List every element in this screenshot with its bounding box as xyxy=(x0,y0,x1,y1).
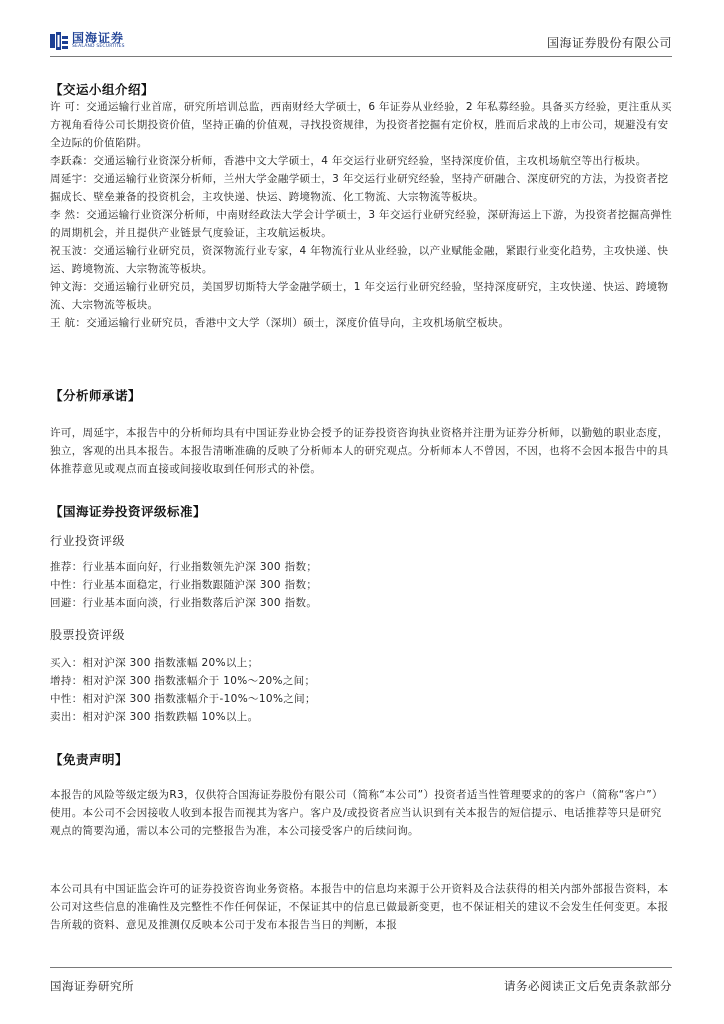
sealand-logo-icon xyxy=(50,32,68,50)
stock-rating-list xyxy=(50,654,316,726)
logo-subtext: SEALAND SECURITIES xyxy=(72,44,125,50)
disclaimer-text: 本公司具有中国证监会许可的证券投资咨询业务资格。本报告中的信息均来源于公开资料及合法获得的相关内部外部报告资料，本公司对这些信息的准确性及完整性不作任何保证，不保证其中的信息已做最新变更，也不保证相关的建议不会发生任何变更。本报告所载的资料、意见及推测仅反映本公司于发布本报告当日的判断，本报 xyxy=(50,883,669,931)
team-member-entry: 周延宇：交通运输行业资深分析师，兰州大学金融学硕士，3 年交运行业研究经验，坚持产研融合、深度研究的方法，为投资者挖掘成长、壁垒兼备的投资机会，主攻快递、快运、跨境物流、化工物流、大宗物流等板块。 xyxy=(50,173,669,203)
team-member-entry: 王 航：交通运输行业研究员，香港中文大学（深圳）硕士，深度价值导向，主攻机场航空板块。 xyxy=(50,317,510,329)
stock-rating-item: 卖出：相对沪深 300 指数跌幅 10%以上。 xyxy=(50,711,259,723)
header-company-name: 国海证券股份有限公司 xyxy=(546,36,672,50)
stock-rating-item: 增持：相对沪深 300 指数涨幅介于 10%～20%之间； xyxy=(50,675,316,687)
stock-rating-item: 中性：相对沪深 300 指数涨幅介于-10%～10%之间； xyxy=(50,693,316,705)
stock-rating-item: 买入：相对沪深 300 指数涨幅 20%以上； xyxy=(50,657,259,669)
team-member-entry: 祝玉波：交通运输行业研究员，资深物流行业专家，4 年物流行业从业经验，以产业赋能金融，紧跟行业变化趋势，主攻快递、快运、跨境物流、大宗物流等板块。 xyxy=(50,245,669,275)
industry-rating-item: 推荐：行业基本面向好，行业指数领先沪深 300 指数； xyxy=(50,561,318,573)
industry-rating-title: 行业投资评级 xyxy=(50,534,126,548)
page-header xyxy=(50,28,672,57)
commitment-text-block xyxy=(50,424,672,478)
footer-disclaimer-note: 请务必阅读正文后免责条款部分 xyxy=(504,979,672,993)
team-member-entry: 钟文海：交通运输行业研究员，美国罗切斯特大学金融学硕士，1 年交运行业研究经验，坚持深度研究，主攻快递、快运、跨境物流、大宗物流等板块。 xyxy=(50,281,669,311)
page-footer xyxy=(50,967,672,998)
company-logo xyxy=(50,30,125,52)
industry-rating-list xyxy=(50,558,317,612)
disclaimer-paragraph xyxy=(50,880,672,934)
commitment-section-title: 【分析师承诺】 xyxy=(50,388,142,403)
industry-rating-item: 中性：行业基本面稳定，行业指数跟随沪深 300 指数； xyxy=(50,579,318,591)
team-member-list xyxy=(50,98,672,332)
footer-institute: 国海证券研究所 xyxy=(50,979,134,993)
stock-rating-title: 股票投资评级 xyxy=(50,628,126,642)
team-member-entry: 李跃森：交通运输行业资深分析师，香港中文大学硕士，4 年交运行业研究经验，坚持深度价值，主攻机场航空等出行板块。 xyxy=(50,155,647,167)
disclaimer-text: 本报告的风险等级定级为R3，仅供符合国海证券股份有限公司（简称“本公司”）投资者适当性管理要求的的客户（简称“客户”）使用。本公司不会因接收人收到本报告而视其为客户。客户及/或投资者应当认识到有关本报告的短信提示、电话推荐等只是研究观点的简要沟通，需以本公司的完整报告为准，本公司接受客户的后续问询。 xyxy=(50,789,663,837)
team-member-entry: 李 然：交通运输行业资深分析师，中南财经政法大学会计学硕士，3 年交运行业研究经验，深研海运上下游，为投资者挖掘高弹性的周期机会，并且提供产业链景气度验证，主攻航运板块。 xyxy=(50,209,673,239)
team-section-title: 【交运小组介绍】 xyxy=(50,82,155,97)
rating-section-title: 【国海证券投资评级标准】 xyxy=(50,504,207,519)
industry-rating-item: 回避：行业基本面向淡，行业指数落后沪深 300 指数。 xyxy=(50,597,318,609)
commitment-text: 许可，周延宇，本报告中的分析师均具有中国证券业协会授予的证券投资咨询执业资格并注册为证券分析师，以勤勉的职业态度，独立，客观的出具本报告。本报告清晰准确的反映了分析师本人的研究观点。分析师本人不曾因，不因，也将不会因本报告中的具体推荐意见或观点而直接或间接收取到任何形式的补偿。 xyxy=(50,427,669,475)
logo-text: 国海证券 xyxy=(72,31,125,46)
disclaimer-section-title: 【免责声明】 xyxy=(50,752,129,767)
team-member-entry: 许 可：交通运输行业首席，研究所培训总监，西南财经大学硕士，6 年证券从业经验，2 年私募经验。具备买方经验，更注重从买方视角看待公司长期投资价值，坚持正确的价值观，寻找投资规律，为投资者挖掘有定价权，胜而后求战的上市公司，规避没有安全边际的价值陷阱。 xyxy=(50,101,672,149)
disclaimer-paragraph xyxy=(50,786,672,840)
